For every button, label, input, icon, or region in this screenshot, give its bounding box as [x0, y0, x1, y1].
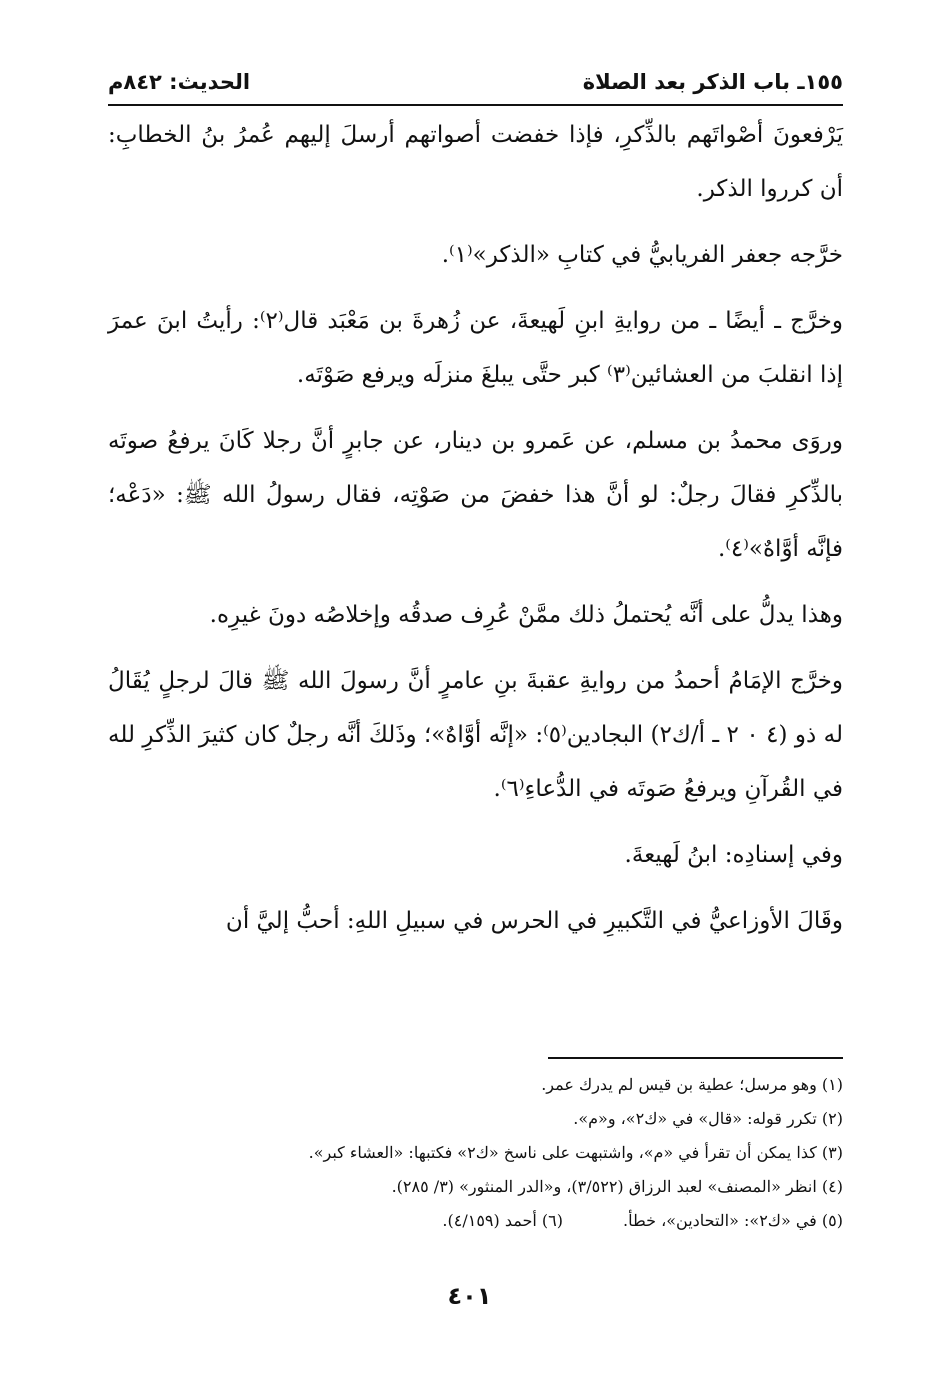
footnote: (٢) تكرر قوله: «قال» في «ك٢»، و«م».: [573, 1109, 843, 1128]
paragraph: وفي إسنادِه: ابنُ لَهيعةَ.: [624, 842, 843, 868]
footnote-row: [108, 1204, 843, 1238]
footnote: (٦) أحمد (٤/١٥٩).: [442, 1211, 563, 1230]
page-number: ٤٠١: [447, 1282, 492, 1310]
paragraph: خرَّجه جعفر الفريابيُّ في كتابِ «الذكر»⁽١⁾.: [441, 242, 843, 268]
page-header: [108, 62, 843, 102]
paragraph: وروَى محمدُ بن مسلم، عن عَمرو بن دينار، عن جابرٍ أنَّ رجلا كَانَ يرفعُ صوتَه بالذِّكرِ فقالَ رجلٌ: لو أنَّ هذا خفضَ من صَوْتِه، فقال رسولُ الله ﷺ: «دَعْه؛ فإنَّه أوَّاهٌ»⁽٤⁾.: [108, 428, 843, 562]
chapter-title: ١٥٥ـ باب الذكر بعد الصلاة: [582, 70, 843, 94]
paragraph: يَرْفعونَ أصْواتَهم بالذِّكرِ، فإذا خفضت أصواتهم أرسلَ إليهم عُمرُ بنُ الخطابِ: أن كرروا الذكر.: [108, 122, 843, 202]
footnote: (٣) كذا يمكن أن تقرأ في «م»، واشتبهت على ناسخ «ك٢» فكتبها: «العشاء كبر».: [308, 1143, 843, 1162]
footnote-divider: [548, 1057, 843, 1059]
footnote: (٥) في «ك٢»: «التحادين»، خطأ.: [623, 1211, 843, 1230]
header-divider: [108, 104, 843, 106]
main-text: [108, 108, 843, 960]
paragraph: وخرَّج ـ أيضًا ـ من روايةِ ابنِ لَهيعةَ، عن زُهرةَ بن مَعْبَد قال⁽٢⁾: رأيتُ ابنَ عمرَ إذا انقلبَ من العشائين⁽٣⁾ كبر حتَّى يبلغَ منزلَه ويرفع صَوْتَه.: [108, 308, 843, 388]
footnote: (٤) انظر «المصنف» لعبد الرزاق (٣/٥٢٢)، و«الدر المنثور» (٣/ ٢٨٥).: [391, 1177, 843, 1196]
footnotes: [108, 1068, 843, 1238]
footnote: (١) وهو مرسل؛ عطية بن قيس لم يدرك عمر.: [541, 1075, 843, 1094]
hadith-number: الحديث: ٨٤٢م: [108, 70, 251, 94]
paragraph: وخرَّج الإمَامُ أحمدُ من روايةِ عقبةَ بنِ عامرٍ أنَّ رسولَ الله ﷺ قالَ لرجلٍ يُقَالُ له ذو (٤ ٠ ٢ ـ أ/ك٢) البجادين⁽٥⁾: «إنَّه أوَّاهٌ»؛ وذَلكَ أنَّه رجلٌ كان كثيرَ الذِّكرِ لله في القُرآنِ ويرفعُ صَوتَه في الدُّعاءِ⁽٦⁾.: [108, 668, 843, 802]
paragraph: وهذا يدلُّ على أنَّه يُحتملُ ذلك ممَّنْ عُرِف صدقُه وإخلاصُه دونَ غيرِه.: [209, 602, 843, 628]
paragraph: وقَالَ الأوزاعيُّ في التَّكبيرِ في الحرس في سبيلِ اللهِ: أحبُّ إليَّ أن: [225, 908, 843, 934]
